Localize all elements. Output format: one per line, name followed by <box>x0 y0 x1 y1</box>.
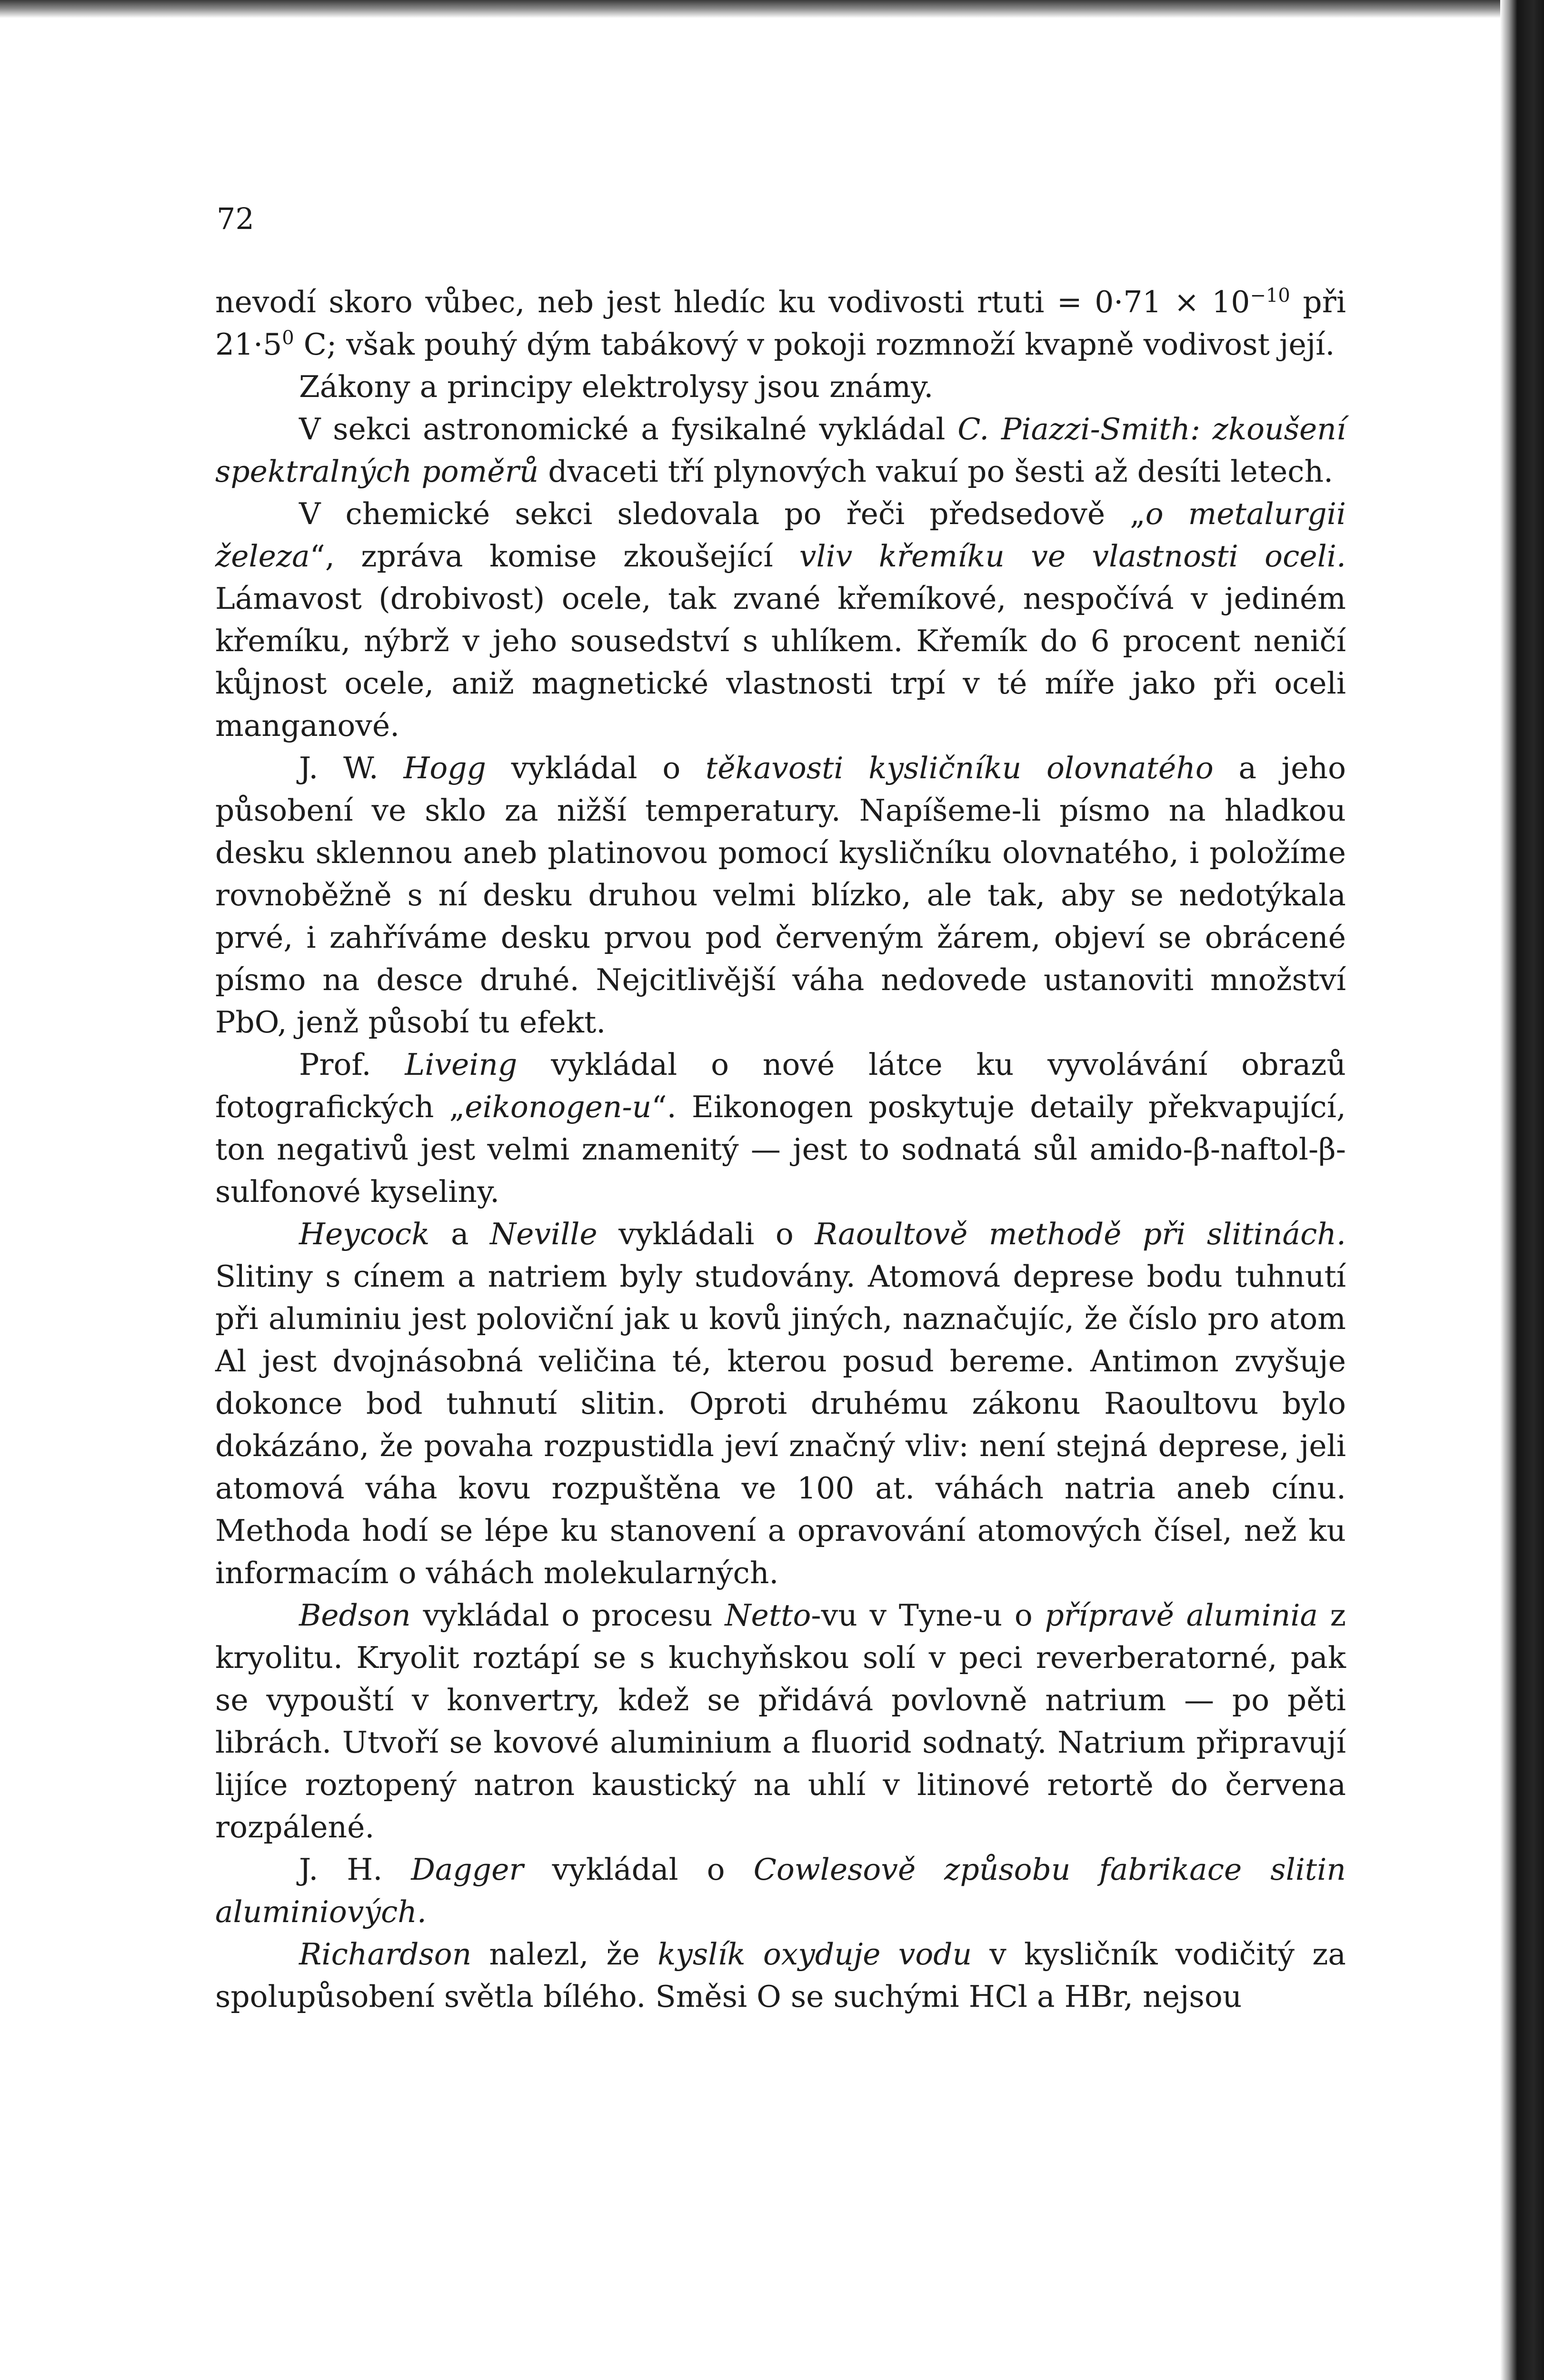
text-run: V chemické sekci sledovala po řeči předsedově „ <box>299 496 1146 531</box>
italic-text: eikonogen-u <box>465 1090 652 1124</box>
text-run: Prof. <box>299 1047 405 1082</box>
paragraph <box>215 747 1346 1043</box>
text-run: při 21·5 <box>215 285 1346 362</box>
paragraph <box>215 408 1346 493</box>
text-run: -vu v Tyne-u o <box>811 1598 1045 1633</box>
paragraph <box>215 1848 1346 1933</box>
text-run: vykládal o nové látce ku vyvolávání obrazů fotografických „ <box>215 1047 1346 1124</box>
italic-text: těkavosti kysličníku olovnatého <box>705 751 1214 785</box>
paragraph <box>215 1213 1346 1594</box>
text-run: vykládal o <box>523 1852 754 1887</box>
italic-text: Richardson <box>299 1937 472 1972</box>
text-run: Slitiny s cínem a natriem byly studovány. Atomová deprese bodu tuhnutí při aluminiu jest poloviční jak u kovů jiných, naznačujíc, že číslo pro atom Al jest dvojnásobná veličina té, kterou posud bereme. Antimon zvyšuje dokonce bod tuhnutí slitin. Oproti druhému zákonu Raoultovu bylo dokázáno, že povaha rozpustidla jeví značný vliv: není stejná deprese, jeli atomová váha kovu rozpuštěna ve 100 at. váhách natria aneb cínu. Methoda hodí se lépe ku stanovení a opravování atomových čísel, než ku informacím o váhách molekularných. <box>215 1259 1346 1590</box>
text-run: nalezl, že <box>471 1937 658 1972</box>
text-run: “, zpráva komise zkoušející <box>309 539 799 574</box>
italic-text: vliv křemíku ve vlastnosti oceli. <box>799 539 1346 574</box>
text-run: V sekci astronomické a fysikalné vykládal <box>299 412 958 446</box>
paragraph <box>215 493 1346 747</box>
italic-text: kyslík oxyduje vodu <box>657 1937 972 1972</box>
paragraph <box>215 1933 1346 2018</box>
paragraph <box>215 1043 1346 1213</box>
italic-text: Heycock <box>299 1217 430 1251</box>
scan-top-edge <box>0 0 1544 18</box>
text-run: nevodí skoro vůbec, neb jest hledíc ku vodivosti rtuti = 0·71 × 10 <box>215 285 1250 319</box>
text-run: “. Eikonogen poskytuje detaily překvapující, ton negativů jest velmi znamenitý — jest to sodnatá sůl amido-β-naftol-β-sulfonové kyseliny. <box>215 1090 1346 1209</box>
italic-text: Dagger <box>411 1852 524 1887</box>
italic-text: Hogg <box>403 751 486 785</box>
text-run: Zákony a principy elektrolysy jsou známy. <box>299 369 934 404</box>
italic-text: Cowlesově způsobu fabrikace slitin aluminiových. <box>215 1852 1346 1929</box>
text-run: a <box>429 1217 490 1251</box>
italic-text: přípravě aluminia <box>1045 1598 1318 1633</box>
scan-right-edge <box>1500 0 1544 2380</box>
text-run: z kryolitu. Kryolit roztápí se s kuchyňskou solí v peci reverberatorné, pak se vypouští v konvertry, kdež se přidává povlovně natrium — po pěti librách. Utvoří se kovové aluminium a fluorid sodnatý. Natrium připravují lijíce roztopený natron kaustický na uhlí v litinové retortě do červena rozpálené. <box>215 1598 1346 1844</box>
paragraph <box>215 366 1346 408</box>
italic-text: Netto <box>725 1598 811 1633</box>
text-run: J. H. <box>299 1852 411 1887</box>
superscript: −10 <box>1250 285 1290 307</box>
superscript: 0 <box>282 327 294 349</box>
text-run: v kysličník vodičitý za spolupůsobení světla bílého. Směsi O se suchými HCl a HBr, nejsou <box>215 1937 1346 2014</box>
italic-text: Raoultově methodě při slitinách. <box>815 1217 1346 1251</box>
body-text <box>215 281 1346 2018</box>
italic-text: Liveing <box>405 1047 518 1082</box>
text-run: vykládal o <box>486 751 706 785</box>
text-run: J. W. <box>299 751 404 785</box>
text-run: C; však pouhý dým tabákový v pokoji rozmnoží kvapně vodivost její. <box>294 327 1335 362</box>
paragraph <box>215 281 1346 366</box>
text-run: a jeho působení ve sklo za nižší temperatury. Napíšeme-li písmo na hladkou desku sklennou aneb platinovou pomocí kysličníku olovnatého, i položíme rovnoběžně s ní desku druhou velmi blízko, ale tak, aby se nedotýkala prvé, i zahříváme desku prvou pod červeným žárem, objeví se obrácené písmo na desce druhé. Nejcitlivější váha nedovede ustanoviti množství PbO, jenž působí tu efekt. <box>215 751 1346 1040</box>
text-run: dvaceti tří plynových vakuí po šesti až desíti letech. <box>538 454 1334 489</box>
text-run: vykládal o procesu <box>410 1598 725 1633</box>
text-run: vykládali o <box>597 1217 815 1251</box>
text-run: Lámavost (drobivost) ocele, tak zvané křemíkové, nespočívá v jediném křemíku, nýbrž v jeho sousedství s uhlíkem. Křemík do 6 procent neničí kůjnost ocele, aniž magnetické vlastnosti trpí v té míře jako při oceli manganové. <box>215 581 1346 743</box>
paragraph <box>215 1594 1346 1848</box>
italic-text: o metalurgii železa <box>215 496 1346 574</box>
italic-text: C. Piazzi-Smith: zkoušení spektralných poměrů <box>215 412 1346 489</box>
page-number: 72 <box>217 201 254 236</box>
italic-text: Bedson <box>299 1598 411 1633</box>
italic-text: Neville <box>489 1217 598 1251</box>
